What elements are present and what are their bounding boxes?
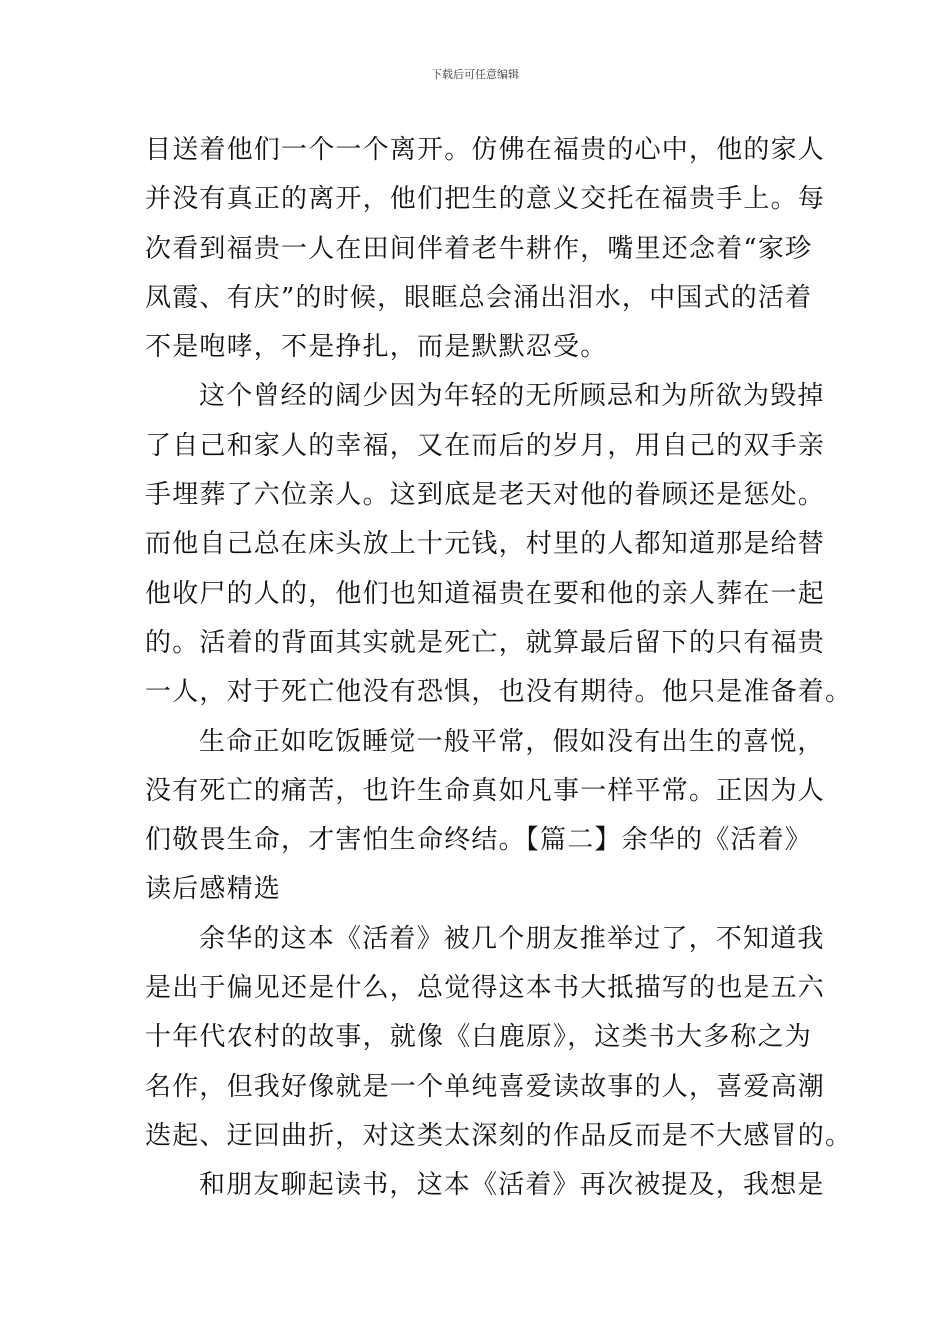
text-line: 们敬畏生命，才害怕生命终结。【篇二】余华的《活着》 (145, 825, 813, 856)
text-line: 迭起、迂回曲折，对这类太深刻的作品反而是不大感冒的。 (145, 1120, 853, 1151)
text-line: 名作，但我好像就是一个单纯喜爱读故事的人，喜爱高潮 (145, 1071, 826, 1102)
page-header: 下载后可任意编辑 (431, 68, 519, 81)
text-line: 不是咆哮，不是挣扎，而是默默忍受。 (145, 332, 608, 363)
text-line: 目送着他们一个一个离开。仿佛在福贵的心中，他的家人 (145, 135, 826, 165)
text-line: 他收尸的人的，他们也知道福贵在要和他的亲人葬在一起 (145, 578, 826, 609)
text-line: 的。活着的背面其实就是死亡，就算最后留下的只有福贵 (145, 627, 826, 658)
body-text (145, 126, 853, 1211)
text-line: 凤霞、有庆”的时候，眼眶总会涌出泪水，中国式的活着 (145, 282, 813, 313)
text-line: 并没有真正的离开，他们把生的意义交托在福贵手上。每 (145, 184, 826, 215)
paragraph-first-line: 余华的这本《活着》被几个朋友推举过了，不知道我 (199, 923, 825, 954)
text-line: 而他自己总在床头放上十元钱，村里的人都知道那是给替 (145, 529, 826, 560)
text-line: 手埋葬了六位亲人。这到底是老天对他的眷顾还是惩处。 (145, 480, 826, 511)
text-line: 十年代农村的故事，就像《白鹿原》，这类书大多称之为 (145, 1022, 813, 1053)
text-line: 一人，对于死亡他没有恐惧，也没有期待。他只是准备着。 (145, 677, 853, 708)
text-line: 次看到福贵一人在田间伴着老牛耕作，嘴里还念着“家珍 (145, 233, 813, 264)
text-line: 了自己和家人的幸福，又在而后的岁月，用自己的双手亲 (145, 430, 826, 461)
paragraph-first-line: 生命正如吃饭睡觉一般平常，假如没有出生的喜悦， (199, 726, 825, 757)
paragraph-first-line: 和朋友聊起读书，这本《活着》再次被提及，我想是 (199, 1170, 825, 1201)
text-line: 读后感精选 (145, 874, 282, 905)
text-line: 没有死亡的痛苦，也许生命真如凡事一样平常。正因为人 (145, 775, 826, 806)
paragraph-first-line: 这个曾经的阔少因为年轻的无所顾忌和为所欲为毁掉 (199, 381, 825, 412)
text-line: 是出于偏见还是什么，总觉得这本书大抵描写的也是五六 (145, 973, 826, 1004)
